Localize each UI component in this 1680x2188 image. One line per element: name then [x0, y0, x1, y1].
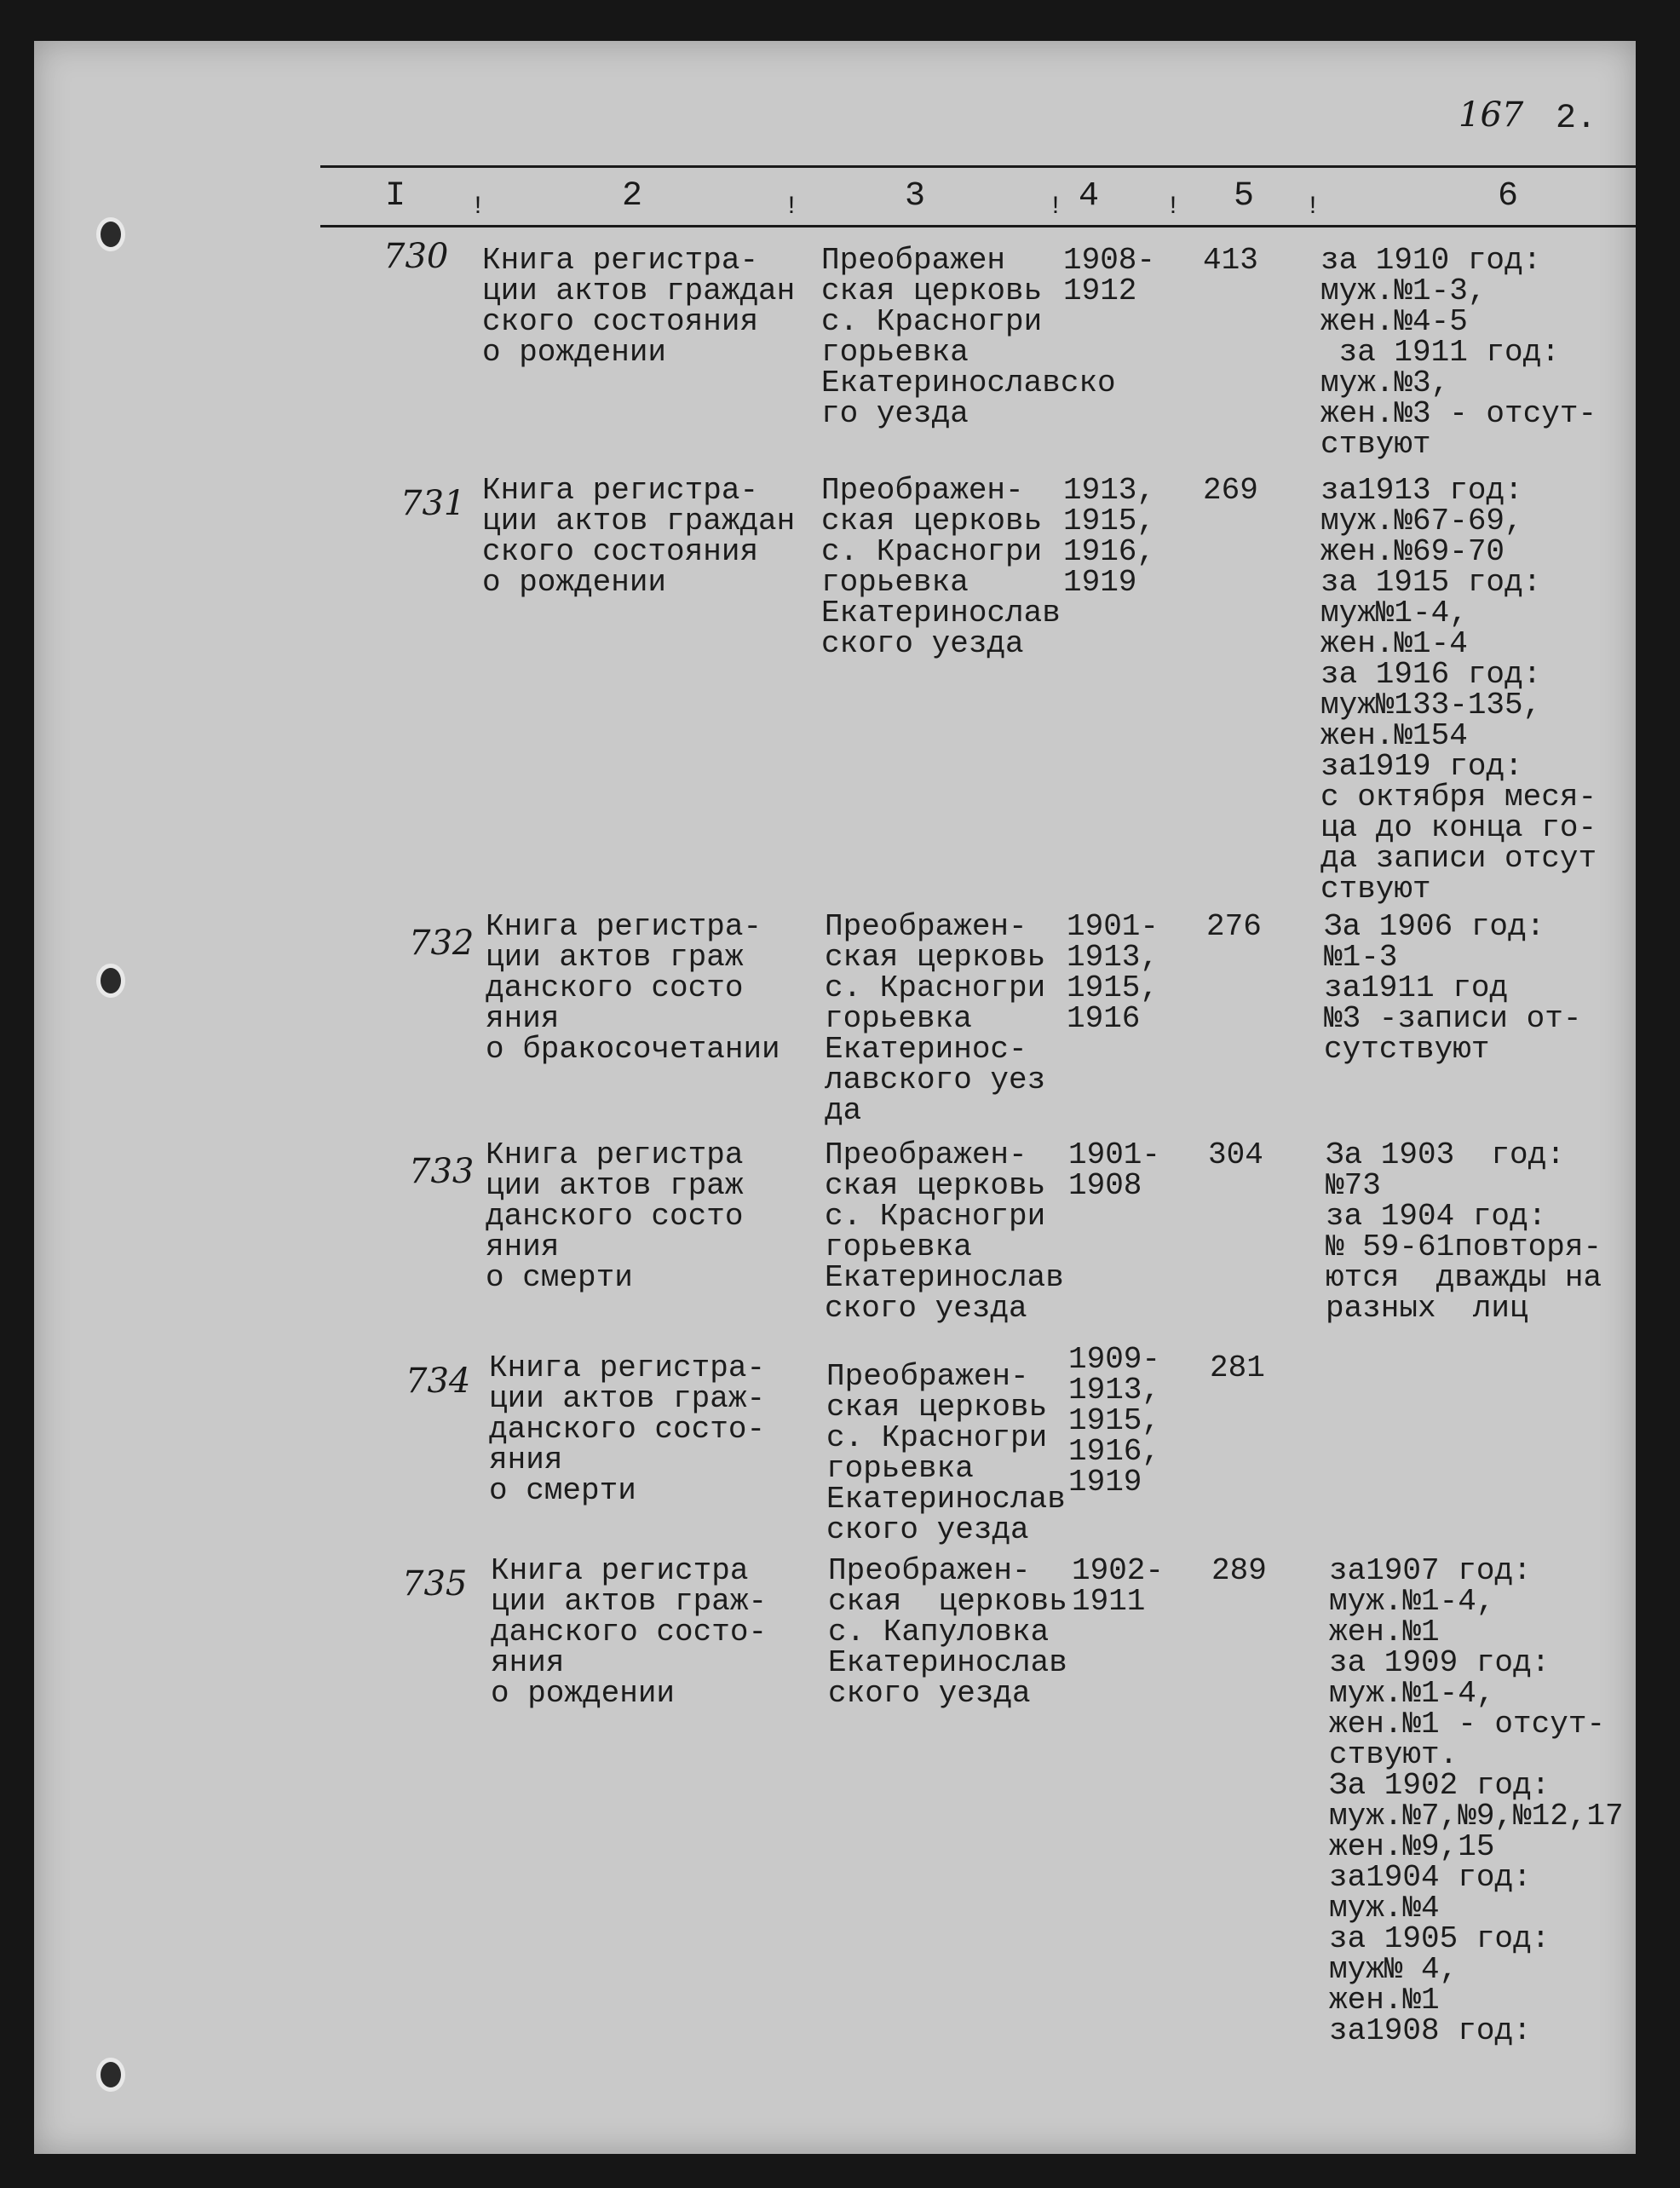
entry-number: 730: [383, 237, 449, 276]
entry-sheets: 289: [1211, 1553, 1267, 1588]
column-header-2: 2: [622, 177, 643, 216]
entry-number: 731: [400, 484, 466, 523]
entry-church: Преображен- ская церковь с. Капуловка Екатеринослав ского уезда: [828, 1553, 1067, 1711]
column-header-4: 4: [1079, 177, 1100, 216]
archive-page: [34, 41, 1636, 2154]
page-number: 2.: [1556, 100, 1597, 138]
entry-number: 732: [409, 924, 475, 963]
entry-church: Преображен ская церковь с. Красногри горьевка Екатеринославско го уезда: [821, 243, 1116, 431]
entry-notes: За 1906 год: №1-3 за1911 год №3 -записи от- сутствуют: [1324, 909, 1582, 1067]
column-separator: !: [1305, 193, 1321, 222]
entry-title: Книга регистра- ции актов граждан ского состояния о рождении: [482, 473, 796, 600]
entry-number: 733: [409, 1152, 475, 1191]
entry-number: 734: [406, 1362, 471, 1401]
handwritten-folio: 167: [1458, 95, 1524, 135]
entry-years: 1909- 1913, 1915, 1916, 1919: [1068, 1342, 1161, 1500]
column-separator: !: [1165, 193, 1182, 222]
entry-notes: за1907 год: муж.№1-4, жен.№1 за 1909 год: муж.№1-4, жен.№1 - отсут- ствуют. За 1902 год: муж.№7,№9,№12,17 жен.№9,15 за1904 год: муж.№4 за 1905 год: муж№ 4, жен.№1 за1908 год:: [1329, 1553, 1624, 2048]
entry-title: Книга регистра- ции актов граждан ского состояния о рождении: [482, 243, 796, 370]
entry-years: 1901- 1908: [1068, 1137, 1161, 1203]
entry-sheets: 269: [1203, 473, 1258, 508]
entry-church: Преображен- ская церковь с. Красногри горьевка Екатеринослав ского уезда: [821, 473, 1061, 661]
entry-years: 1913, 1915, 1916, 1919: [1063, 473, 1156, 600]
column-header-5: 5: [1234, 177, 1255, 216]
entry-number: 735: [402, 1564, 468, 1604]
register-entry-733: [34, 1137, 1636, 1326]
entry-title: Книга регистра- ции актов граж данского состо яния о бракосочетании: [486, 909, 780, 1067]
header-rule-bottom: [320, 225, 1636, 227]
entry-church: Преображен- ская церковь с. Красногри горьевка Екатеринослав ского уезда: [825, 1137, 1064, 1326]
register-entry-732: [34, 909, 1636, 1128]
punch-hole-top: [101, 222, 121, 247]
header-rule-top: [320, 165, 1636, 168]
entry-notes: за1913 год: муж.№67-69, жен.№69-70 за 1915 год: муж№1-4, жен.№1-4 за 1916 год: муж№133-135, жен.№154 за1919 год: с октября меся- ца до конца го- да записи отсут ствуют: [1320, 473, 1597, 907]
register-entry-731: [34, 473, 1636, 907]
entry-years: 1908- 1912: [1063, 243, 1156, 308]
entry-sheets: 304: [1208, 1137, 1263, 1172]
entry-title: Книга регистра ции актов граж данского состо яния о смерти: [486, 1137, 744, 1295]
register-entry-735: [34, 1553, 1636, 2048]
column-header-1: I: [385, 177, 406, 216]
column-header-3: 3: [905, 177, 926, 216]
entry-years: 1901- 1913, 1915, 1916: [1067, 909, 1159, 1036]
column-separator: !: [1048, 193, 1064, 222]
column-header-6: 6: [1498, 177, 1519, 216]
entry-sheets: 281: [1210, 1350, 1265, 1385]
entry-church: Преображен- ская церковь с. Красногри горьевка Екатеринослав ского уезда: [826, 1359, 1066, 1547]
entry-title: Книга регистра- ции актов граж- данского состо- яния о смерти: [489, 1350, 766, 1508]
punch-hole-bottom: [101, 2062, 121, 2087]
register-entry-734: [34, 1342, 1636, 1547]
punch-hole-middle: [101, 968, 121, 993]
entry-sheets: 276: [1206, 909, 1262, 944]
column-separator: !: [470, 193, 486, 222]
entry-notes: за 1910 год: муж.№1-3, жен.№4-5 за 1911 год: муж.№3, жен.№3 - отсут- ствуют: [1320, 243, 1597, 462]
entry-title: Книга регистра ции актов граж- данского состо- яния о рождении: [491, 1553, 768, 1711]
entry-years: 1902- 1911: [1072, 1553, 1165, 1619]
entry-church: Преображен- ская церковь с. Красногри горьевка Екатеринос- лавского уез да: [825, 909, 1046, 1128]
column-separator: !: [784, 193, 800, 222]
entry-notes: За 1903 год: №73 за 1904 год: № 59-61повторя- ются дважды на разных лиц: [1326, 1137, 1602, 1326]
entry-sheets: 413: [1203, 243, 1258, 278]
register-entry-730: [34, 237, 1636, 462]
